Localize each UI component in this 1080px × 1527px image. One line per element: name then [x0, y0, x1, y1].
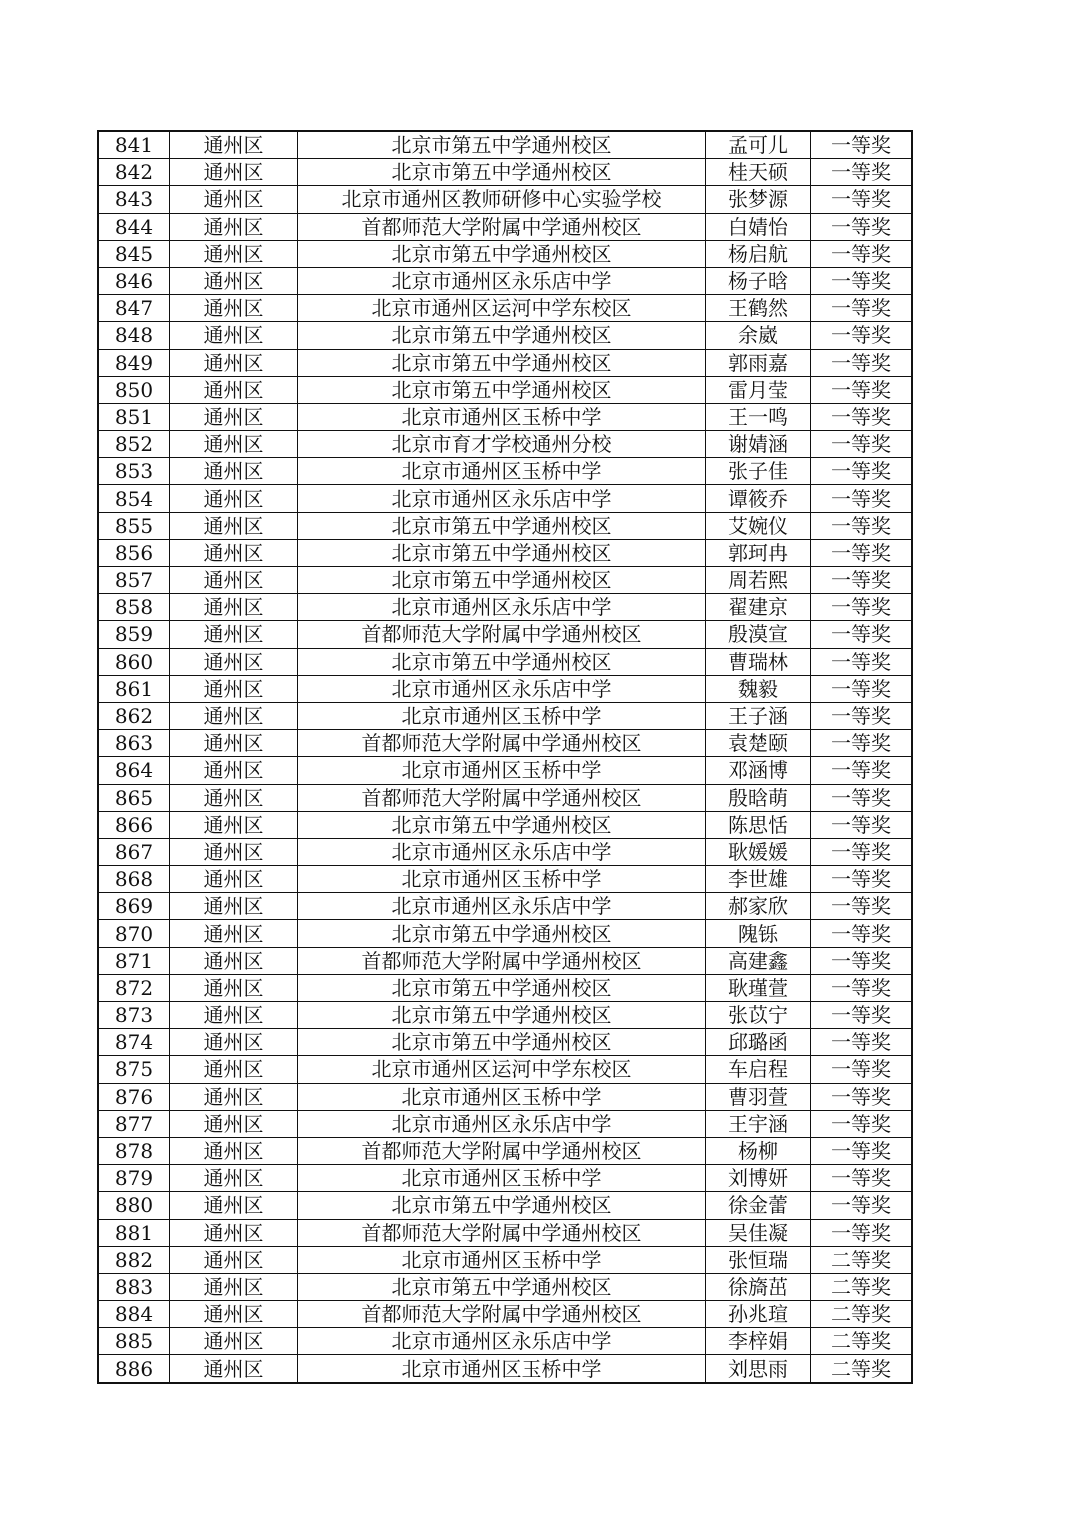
cell-school: 北京市第五中学通州校区	[298, 240, 706, 267]
cell-student-name: 王一鸣	[706, 403, 811, 430]
cell-school: 北京市第五中学通州校区	[298, 1273, 706, 1300]
cell-number: 857	[98, 567, 170, 594]
table-row	[98, 159, 912, 186]
cell-award: 一等奖	[811, 240, 913, 267]
cell-number: 872	[98, 974, 170, 1001]
table-row	[98, 349, 912, 376]
cell-award: 一等奖	[811, 621, 913, 648]
cell-number: 845	[98, 240, 170, 267]
cell-district: 通州区	[170, 866, 298, 893]
cell-number: 856	[98, 539, 170, 566]
table-row	[98, 322, 912, 349]
cell-number: 886	[98, 1355, 170, 1383]
cell-district: 通州区	[170, 1110, 298, 1137]
cell-student-name: 张苡宁	[706, 1002, 811, 1029]
cell-district: 通州区	[170, 947, 298, 974]
cell-school: 北京市第五中学通州校区	[298, 1192, 706, 1219]
cell-award: 二等奖	[811, 1355, 913, 1383]
cell-student-name: 徐金蕾	[706, 1192, 811, 1219]
cell-award: 一等奖	[811, 403, 913, 430]
cell-number: 880	[98, 1192, 170, 1219]
cell-student-name: 周若熙	[706, 567, 811, 594]
cell-school: 北京市第五中学通州校区	[298, 512, 706, 539]
table-row	[98, 403, 912, 430]
table-row	[98, 186, 912, 213]
cell-district: 通州区	[170, 1192, 298, 1219]
cell-district: 通州区	[170, 295, 298, 322]
cell-student-name: 谭筱乔	[706, 485, 811, 512]
cell-school: 北京市第五中学通州校区	[298, 131, 706, 159]
cell-award: 一等奖	[811, 1137, 913, 1164]
cell-district: 通州区	[170, 1273, 298, 1300]
cell-school: 北京市通州区玉桥中学	[298, 458, 706, 485]
table-row	[98, 702, 912, 729]
cell-student-name: 杨子晗	[706, 267, 811, 294]
cell-school: 北京市通州区永乐店中学	[298, 594, 706, 621]
cell-number: 849	[98, 349, 170, 376]
cell-student-name: 郝家欣	[706, 893, 811, 920]
cell-district: 通州区	[170, 1328, 298, 1355]
table-row	[98, 1029, 912, 1056]
cell-number: 871	[98, 947, 170, 974]
table-row	[98, 1165, 912, 1192]
table-row	[98, 920, 912, 947]
table-row	[98, 1328, 912, 1355]
cell-award: 二等奖	[811, 1301, 913, 1328]
cell-district: 通州区	[170, 1165, 298, 1192]
cell-district: 通州区	[170, 458, 298, 485]
cell-award: 一等奖	[811, 376, 913, 403]
cell-student-name: 张子佳	[706, 458, 811, 485]
table-row	[98, 838, 912, 865]
table-row	[98, 811, 912, 838]
cell-student-name: 刘思雨	[706, 1355, 811, 1383]
cell-number: 881	[98, 1219, 170, 1246]
cell-school: 北京市第五中学通州校区	[298, 1002, 706, 1029]
cell-school: 北京市通州区运河中学东校区	[298, 1056, 706, 1083]
cell-district: 通州区	[170, 1219, 298, 1246]
cell-student-name: 桂天硕	[706, 159, 811, 186]
cell-number: 858	[98, 594, 170, 621]
table-row	[98, 1192, 912, 1219]
cell-district: 通州区	[170, 594, 298, 621]
cell-school: 北京市通州区永乐店中学	[298, 675, 706, 702]
cell-school: 北京市通州区永乐店中学	[298, 267, 706, 294]
cell-student-name: 郭珂冉	[706, 539, 811, 566]
table-row	[98, 485, 912, 512]
cell-student-name: 王鹤然	[706, 295, 811, 322]
table-row	[98, 240, 912, 267]
cell-number: 874	[98, 1029, 170, 1056]
cell-district: 通州区	[170, 920, 298, 947]
cell-district: 通州区	[170, 1137, 298, 1164]
cell-award: 一等奖	[811, 1002, 913, 1029]
cell-district: 通州区	[170, 267, 298, 294]
cell-student-name: 刘博妍	[706, 1165, 811, 1192]
cell-award: 一等奖	[811, 893, 913, 920]
cell-school: 北京市通州区永乐店中学	[298, 838, 706, 865]
cell-number: 882	[98, 1246, 170, 1273]
table-row	[98, 1110, 912, 1137]
cell-award: 一等奖	[811, 1165, 913, 1192]
cell-school: 北京市第五中学通州校区	[298, 1029, 706, 1056]
table-row	[98, 594, 912, 621]
cell-number: 869	[98, 893, 170, 920]
cell-number: 885	[98, 1328, 170, 1355]
table-row	[98, 757, 912, 784]
cell-number: 877	[98, 1110, 170, 1137]
table-row	[98, 458, 912, 485]
cell-school: 首都师范大学附属中学通州校区	[298, 1219, 706, 1246]
cell-award: 一等奖	[811, 594, 913, 621]
cell-district: 通州区	[170, 431, 298, 458]
cell-school: 北京市第五中学通州校区	[298, 349, 706, 376]
cell-number: 848	[98, 322, 170, 349]
cell-school: 首都师范大学附属中学通州校区	[298, 784, 706, 811]
cell-award: 一等奖	[811, 730, 913, 757]
cell-student-name: 车启程	[706, 1056, 811, 1083]
cell-school: 北京市第五中学通州校区	[298, 811, 706, 838]
cell-award: 一等奖	[811, 458, 913, 485]
cell-student-name: 耿媛媛	[706, 838, 811, 865]
cell-school: 北京市通州区玉桥中学	[298, 866, 706, 893]
cell-student-name: 白婧怡	[706, 213, 811, 240]
table-row	[98, 947, 912, 974]
cell-award: 一等奖	[811, 1110, 913, 1137]
cell-student-name: 曹瑞林	[706, 648, 811, 675]
cell-school: 北京市通州区玉桥中学	[298, 1165, 706, 1192]
cell-school: 北京市第五中学通州校区	[298, 322, 706, 349]
cell-school: 北京市第五中学通州校区	[298, 920, 706, 947]
table-row	[98, 376, 912, 403]
cell-student-name: 李梓娟	[706, 1328, 811, 1355]
cell-school: 首都师范大学附属中学通州校区	[298, 213, 706, 240]
cell-school: 北京市通州区玉桥中学	[298, 702, 706, 729]
table-row	[98, 567, 912, 594]
cell-award: 一等奖	[811, 648, 913, 675]
table-row	[98, 1083, 912, 1110]
award-table-body	[98, 131, 912, 1383]
cell-district: 通州区	[170, 730, 298, 757]
cell-student-name: 杨柳	[706, 1137, 811, 1164]
cell-student-name: 孟可儿	[706, 131, 811, 159]
cell-student-name: 高建鑫	[706, 947, 811, 974]
cell-district: 通州区	[170, 322, 298, 349]
table-row	[98, 974, 912, 1001]
cell-school: 北京市通州区玉桥中学	[298, 1355, 706, 1383]
cell-award: 一等奖	[811, 757, 913, 784]
cell-district: 通州区	[170, 539, 298, 566]
cell-student-name: 曹羽萱	[706, 1083, 811, 1110]
cell-student-name: 张恒瑞	[706, 1246, 811, 1273]
cell-award: 一等奖	[811, 838, 913, 865]
cell-school: 北京市通州区教师研修中心实验学校	[298, 186, 706, 213]
cell-school: 首都师范大学附属中学通州校区	[298, 1137, 706, 1164]
cell-award: 一等奖	[811, 485, 913, 512]
cell-number: 841	[98, 131, 170, 159]
cell-student-name: 谢婧涵	[706, 431, 811, 458]
table-row	[98, 675, 912, 702]
cell-award: 一等奖	[811, 974, 913, 1001]
cell-student-name: 余崴	[706, 322, 811, 349]
cell-number: 873	[98, 1002, 170, 1029]
cell-student-name: 陈思恬	[706, 811, 811, 838]
table-row	[98, 431, 912, 458]
cell-student-name: 邱璐函	[706, 1029, 811, 1056]
cell-district: 通州区	[170, 186, 298, 213]
cell-school: 首都师范大学附属中学通州校区	[298, 621, 706, 648]
table-row	[98, 1056, 912, 1083]
cell-district: 通州区	[170, 811, 298, 838]
cell-school: 北京市通州区永乐店中学	[298, 893, 706, 920]
cell-district: 通州区	[170, 784, 298, 811]
cell-district: 通州区	[170, 485, 298, 512]
cell-award: 二等奖	[811, 1273, 913, 1300]
cell-number: 868	[98, 866, 170, 893]
cell-school: 北京市第五中学通州校区	[298, 974, 706, 1001]
cell-number: 852	[98, 431, 170, 458]
cell-school: 北京市通州区玉桥中学	[298, 757, 706, 784]
cell-number: 870	[98, 920, 170, 947]
cell-award: 一等奖	[811, 947, 913, 974]
cell-district: 通州区	[170, 131, 298, 159]
cell-school: 北京市通州区玉桥中学	[298, 1083, 706, 1110]
cell-district: 通州区	[170, 376, 298, 403]
cell-number: 864	[98, 757, 170, 784]
cell-award: 一等奖	[811, 1056, 913, 1083]
cell-district: 通州区	[170, 648, 298, 675]
cell-award: 一等奖	[811, 213, 913, 240]
cell-district: 通州区	[170, 1083, 298, 1110]
cell-student-name: 殷漠宣	[706, 621, 811, 648]
table-row	[98, 213, 912, 240]
cell-school: 北京市第五中学通州校区	[298, 648, 706, 675]
cell-school: 北京市第五中学通州校区	[298, 376, 706, 403]
cell-award: 一等奖	[811, 1192, 913, 1219]
cell-district: 通州区	[170, 1029, 298, 1056]
cell-district: 通州区	[170, 512, 298, 539]
table-row	[98, 1219, 912, 1246]
cell-award: 一等奖	[811, 1029, 913, 1056]
cell-award: 一等奖	[811, 431, 913, 458]
cell-award: 一等奖	[811, 322, 913, 349]
table-row	[98, 621, 912, 648]
cell-school: 北京市第五中学通州校区	[298, 159, 706, 186]
cell-student-name: 郭雨嘉	[706, 349, 811, 376]
cell-number: 865	[98, 784, 170, 811]
cell-number: 875	[98, 1056, 170, 1083]
cell-school: 首都师范大学附属中学通州校区	[298, 947, 706, 974]
table-row	[98, 267, 912, 294]
cell-award: 一等奖	[811, 267, 913, 294]
cell-student-name: 王子涵	[706, 702, 811, 729]
cell-student-name: 雷月莹	[706, 376, 811, 403]
cell-district: 通州区	[170, 1246, 298, 1273]
cell-award: 一等奖	[811, 1083, 913, 1110]
table-row	[98, 539, 912, 566]
cell-award: 一等奖	[811, 811, 913, 838]
cell-district: 通州区	[170, 675, 298, 702]
table-row	[98, 1301, 912, 1328]
table-row	[98, 1355, 912, 1383]
cell-school: 北京市第五中学通州校区	[298, 567, 706, 594]
cell-number: 854	[98, 485, 170, 512]
cell-number: 879	[98, 1165, 170, 1192]
cell-number: 884	[98, 1301, 170, 1328]
cell-award: 一等奖	[811, 512, 913, 539]
cell-district: 通州区	[170, 757, 298, 784]
cell-student-name: 张梦源	[706, 186, 811, 213]
cell-district: 通州区	[170, 702, 298, 729]
cell-school: 北京市通州区玉桥中学	[298, 1246, 706, 1273]
award-table	[97, 130, 913, 1384]
cell-student-name: 吴佳凝	[706, 1219, 811, 1246]
cell-district: 通州区	[170, 1301, 298, 1328]
cell-award: 一等奖	[811, 675, 913, 702]
table-row	[98, 784, 912, 811]
cell-student-name: 邓涵博	[706, 757, 811, 784]
cell-school: 首都师范大学附属中学通州校区	[298, 1301, 706, 1328]
cell-school: 北京市育才学校通州分校	[298, 431, 706, 458]
cell-number: 844	[98, 213, 170, 240]
cell-award: 一等奖	[811, 295, 913, 322]
table-row	[98, 1273, 912, 1300]
cell-district: 通州区	[170, 1355, 298, 1383]
cell-number: 851	[98, 403, 170, 430]
cell-number: 859	[98, 621, 170, 648]
cell-number: 855	[98, 512, 170, 539]
cell-district: 通州区	[170, 567, 298, 594]
cell-district: 通州区	[170, 213, 298, 240]
cell-school: 北京市通州区玉桥中学	[298, 403, 706, 430]
cell-number: 860	[98, 648, 170, 675]
cell-school: 首都师范大学附属中学通州校区	[298, 730, 706, 757]
cell-number: 861	[98, 675, 170, 702]
cell-award: 二等奖	[811, 1328, 913, 1355]
table-row	[98, 131, 912, 159]
cell-number: 862	[98, 702, 170, 729]
table-row	[98, 730, 912, 757]
cell-student-name: 王宇涵	[706, 1110, 811, 1137]
table-row	[98, 1137, 912, 1164]
cell-student-name: 徐旖茁	[706, 1273, 811, 1300]
cell-school: 北京市通州区永乐店中学	[298, 485, 706, 512]
cell-school: 北京市通州区永乐店中学	[298, 1110, 706, 1137]
cell-student-name: 艾婉仪	[706, 512, 811, 539]
cell-number: 842	[98, 159, 170, 186]
cell-district: 通州区	[170, 1002, 298, 1029]
table-row	[98, 1246, 912, 1273]
cell-student-name: 魏毅	[706, 675, 811, 702]
cell-number: 876	[98, 1083, 170, 1110]
cell-award: 一等奖	[811, 159, 913, 186]
table-row	[98, 648, 912, 675]
cell-district: 通州区	[170, 240, 298, 267]
cell-award: 一等奖	[811, 920, 913, 947]
cell-student-name: 殷晗萌	[706, 784, 811, 811]
cell-award: 一等奖	[811, 567, 913, 594]
cell-award: 一等奖	[811, 349, 913, 376]
table-row	[98, 893, 912, 920]
cell-number: 843	[98, 186, 170, 213]
cell-district: 通州区	[170, 893, 298, 920]
cell-student-name: 李世雄	[706, 866, 811, 893]
cell-number: 883	[98, 1273, 170, 1300]
cell-number: 850	[98, 376, 170, 403]
cell-award: 一等奖	[811, 131, 913, 159]
table-row	[98, 295, 912, 322]
cell-award: 二等奖	[811, 1246, 913, 1273]
cell-number: 846	[98, 267, 170, 294]
cell-school: 北京市通州区永乐店中学	[298, 1328, 706, 1355]
table-row	[98, 866, 912, 893]
cell-district: 通州区	[170, 159, 298, 186]
cell-student-name: 翟建京	[706, 594, 811, 621]
cell-number: 847	[98, 295, 170, 322]
cell-district: 通州区	[170, 349, 298, 376]
cell-award: 一等奖	[811, 539, 913, 566]
cell-number: 878	[98, 1137, 170, 1164]
cell-award: 一等奖	[811, 186, 913, 213]
cell-student-name: 袁楚颐	[706, 730, 811, 757]
cell-award: 一等奖	[811, 702, 913, 729]
cell-district: 通州区	[170, 403, 298, 430]
cell-student-name: 孙兆瑄	[706, 1301, 811, 1328]
cell-award: 一等奖	[811, 1219, 913, 1246]
cell-student-name: 隗铄	[706, 920, 811, 947]
cell-district: 通州区	[170, 1056, 298, 1083]
cell-district: 通州区	[170, 974, 298, 1001]
table-row	[98, 1002, 912, 1029]
cell-district: 通州区	[170, 621, 298, 648]
cell-number: 867	[98, 838, 170, 865]
cell-award: 一等奖	[811, 866, 913, 893]
cell-number: 863	[98, 730, 170, 757]
cell-school: 北京市第五中学通州校区	[298, 539, 706, 566]
cell-district: 通州区	[170, 838, 298, 865]
cell-number: 866	[98, 811, 170, 838]
cell-student-name: 杨启航	[706, 240, 811, 267]
cell-school: 北京市通州区运河中学东校区	[298, 295, 706, 322]
cell-number: 853	[98, 458, 170, 485]
cell-award: 一等奖	[811, 784, 913, 811]
cell-student-name: 耿瑾萱	[706, 974, 811, 1001]
table-row	[98, 512, 912, 539]
